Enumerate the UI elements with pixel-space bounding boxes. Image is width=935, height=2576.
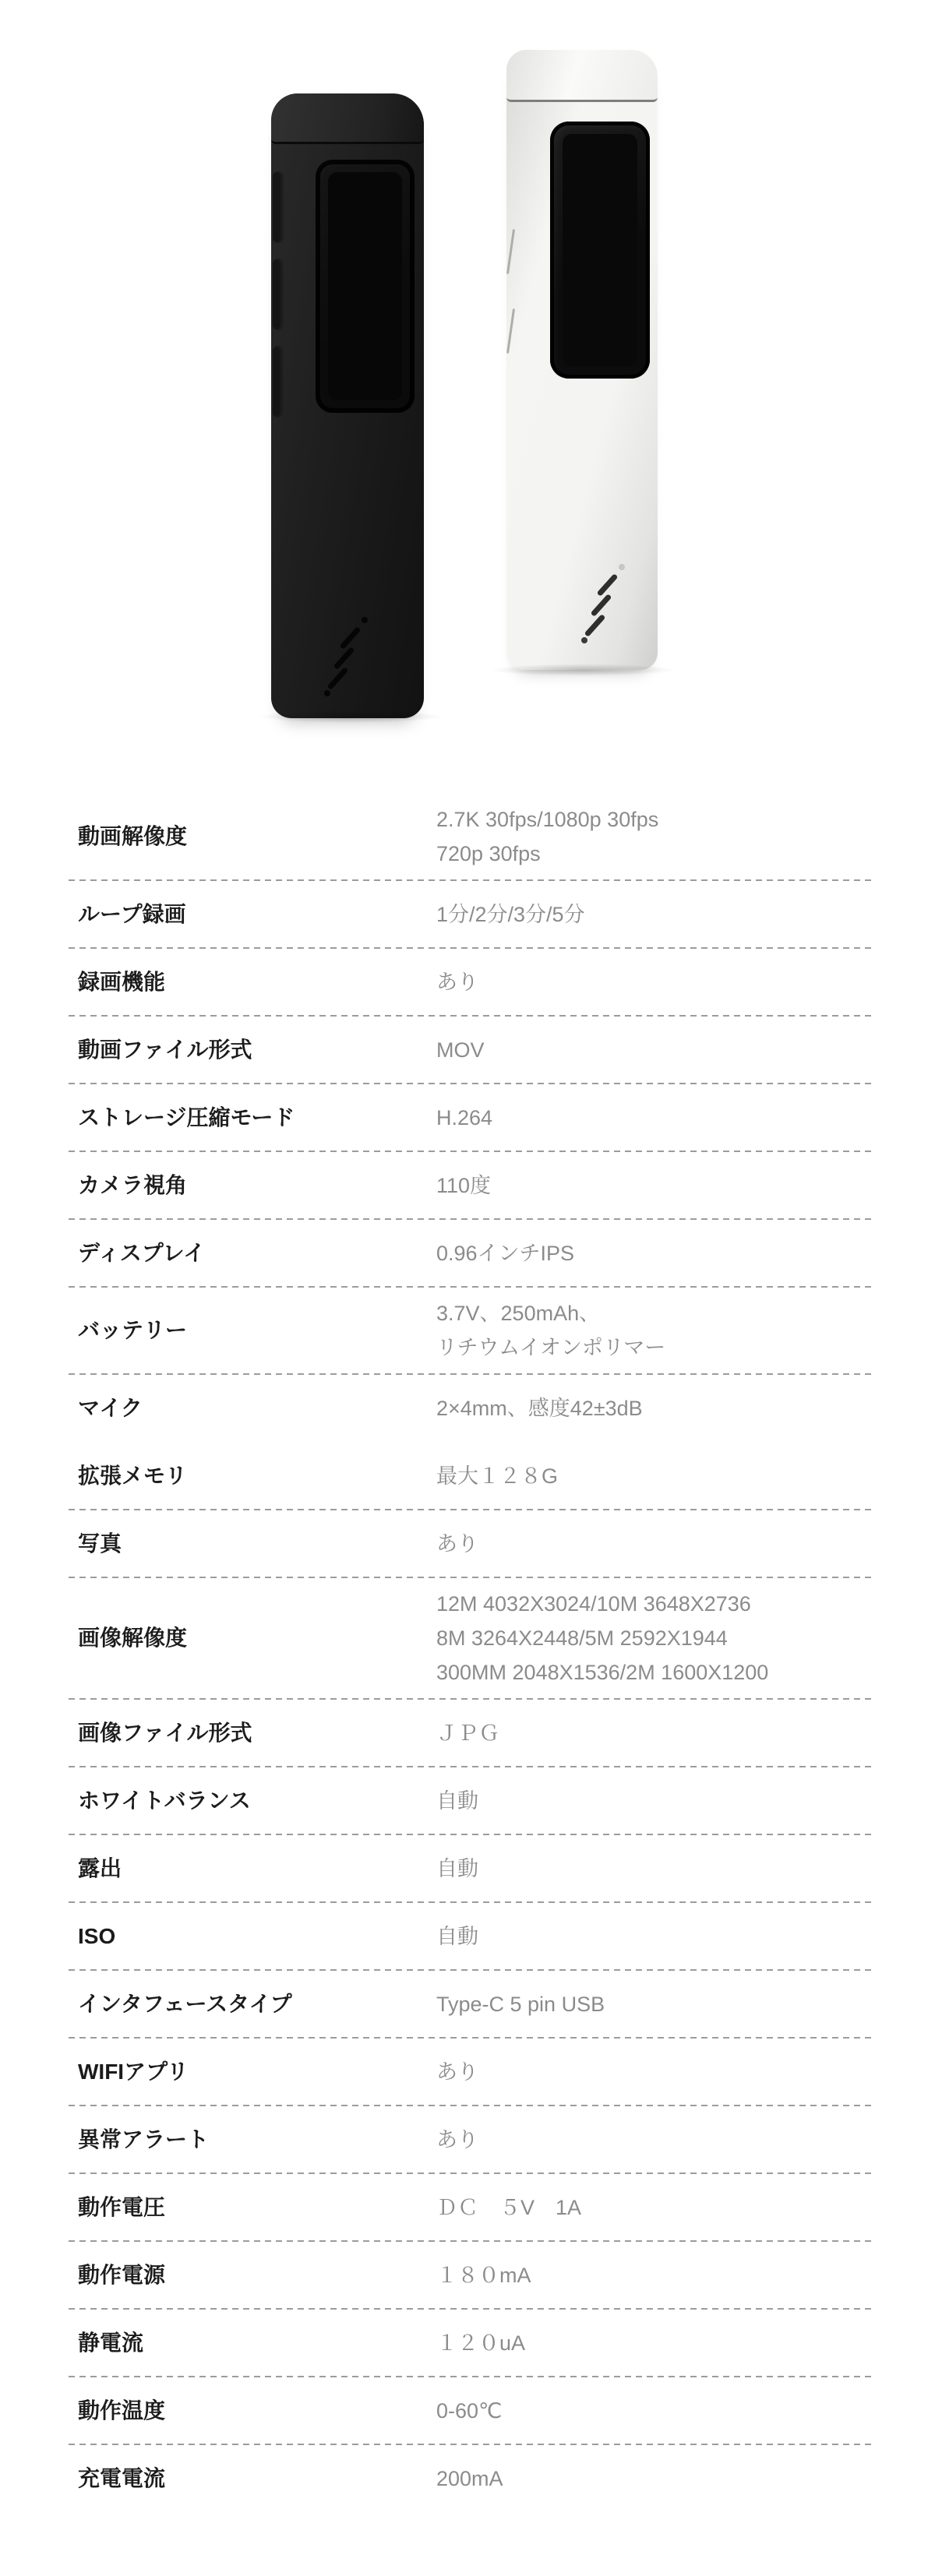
spec-value-line: ＤＣ ５V 1A	[436, 2195, 582, 2219]
spec-value	[436, 1987, 871, 2021]
spec-value-line: あり	[436, 2127, 478, 2151]
spec-value	[436, 1236, 871, 1270]
spec-value	[436, 1587, 871, 1690]
spec-label: 動画解像度	[78, 824, 188, 848]
spec-value	[436, 1168, 871, 1203]
vent-dot	[619, 564, 625, 570]
spec-value-line: 2.7K 30fps/1080p 30fps	[436, 808, 659, 831]
spec-value-line: あり	[436, 970, 478, 994]
spec-label: 録画機能	[78, 969, 166, 994]
spec-value-line: H.264	[436, 1105, 493, 1129]
white-device-vent-slits	[578, 562, 633, 648]
spec-value-line: 720p 30fps	[436, 842, 541, 865]
black-device-side-buttons	[273, 171, 284, 433]
spec-row	[69, 2241, 871, 2309]
spec-value-line: 8M 3264X2448/5M 2592X1944	[436, 1626, 728, 1650]
spec-value	[436, 2190, 871, 2225]
side-button	[273, 171, 284, 243]
spec-value-line: １２０uA	[436, 2331, 526, 2355]
spec-row	[69, 2173, 871, 2241]
vent-slit	[591, 594, 612, 617]
black-device	[271, 93, 424, 718]
white-device-screen-window	[563, 134, 637, 366]
spec-value	[436, 2394, 871, 2428]
spec-value	[436, 1101, 871, 1135]
spec-value-line: 自動	[436, 1788, 478, 1813]
spec-value	[436, 1784, 871, 1818]
spec-table	[69, 793, 871, 2512]
spec-value	[436, 2123, 871, 2157]
vent-slit	[333, 647, 355, 670]
spec-row	[69, 1219, 871, 1287]
spec-label: ループ録画	[78, 901, 186, 926]
spec-value	[436, 897, 871, 932]
spec-row	[69, 880, 871, 948]
vent-dot	[324, 690, 330, 696]
vent-dot	[362, 617, 368, 623]
white-device-screen	[550, 122, 650, 379]
spec-value	[436, 2258, 871, 2292]
spec-value-line: 3.7V、250mAh、	[436, 1302, 601, 1325]
spec-label: 異常アラート	[78, 2127, 210, 2151]
spec-row	[69, 2444, 871, 2512]
white-device-side-notches	[510, 229, 517, 388]
spec-label: 静電流	[78, 2330, 144, 2355]
spec-label: 拡張メモリ	[78, 1463, 188, 1488]
vent-slit	[340, 626, 362, 650]
spec-label: ISO	[78, 1923, 116, 1948]
spec-value-line: 2×4mm、感度42±3dB	[436, 1396, 643, 1420]
side-button	[273, 346, 284, 418]
spec-value-line: 300MM 2048X1536/2M 1600X1200	[436, 1661, 769, 1684]
spec-label: ストレージ圧縮モード	[78, 1105, 295, 1129]
spec-value-line: あり	[436, 1531, 478, 1556]
spec-value	[436, 2055, 871, 2089]
black-device-top-cap	[271, 93, 424, 144]
spec-value	[436, 2326, 871, 2360]
spec-value-line: １８０mA	[436, 2263, 531, 2287]
spec-row	[69, 1577, 871, 1699]
spec-row	[69, 1902, 871, 1970]
spec-value-line: Type-C 5 pin USB	[436, 1992, 605, 2016]
spec-label: 動作電圧	[78, 2194, 166, 2219]
spec-value-line: 最大１２８G	[436, 1464, 559, 1488]
side-button	[273, 259, 284, 330]
spec-value-line: 0-60℃	[436, 2398, 503, 2423]
spec-label: WIFIアプリ	[78, 2059, 189, 2084]
vent-slit	[597, 573, 619, 597]
spec-value	[436, 1459, 871, 1493]
spec-row	[69, 948, 871, 1016]
spec-value-line: MOV	[436, 1038, 485, 1062]
vent-slit	[327, 667, 349, 690]
spec-label: 動作温度	[78, 2398, 166, 2423]
spec-value	[436, 1391, 871, 1425]
vent-dot	[581, 637, 587, 643]
spec-label: ディスプレイ	[78, 1240, 206, 1265]
product-photo	[0, 0, 935, 793]
spec-row	[69, 1970, 871, 2038]
black-device-screen-window	[328, 172, 402, 400]
spec-value-line: 1分/2分/3分/5分	[436, 902, 585, 926]
spec-label: バッテリー	[78, 1318, 188, 1342]
white-device	[506, 50, 658, 670]
spec-value	[436, 1852, 871, 1886]
side-notch	[506, 229, 515, 274]
spec-value-line: ＪＰＧ	[436, 1721, 499, 1745]
spec-row	[69, 1287, 871, 1374]
spec-label: 画像解像度	[78, 1626, 188, 1650]
spec-row	[69, 1151, 871, 1219]
spec-value	[436, 1716, 871, 1750]
spec-value-line: 0.96インチIPS	[436, 1241, 575, 1265]
device-shadow	[257, 710, 444, 723]
spec-row	[69, 1699, 871, 1767]
spec-value	[436, 802, 871, 871]
spec-value	[436, 1527, 871, 1561]
spec-row	[69, 2377, 871, 2444]
spec-value-line: あり	[436, 2060, 478, 2084]
spec-value-line: 200mA	[436, 2466, 503, 2490]
spec-label: カメラ視角	[78, 1172, 188, 1197]
spec-row	[69, 2309, 871, 2377]
spec-label: 動作電源	[78, 2262, 166, 2287]
side-notch	[506, 308, 515, 354]
spec-row	[69, 1767, 871, 1834]
spec-label: ホワイトバランス	[78, 1788, 251, 1813]
spec-value	[436, 1296, 871, 1365]
spec-value-line: リチウムイオンポリマー	[436, 1336, 666, 1359]
spec-row	[69, 1374, 871, 1442]
black-device-vent-slits	[321, 615, 376, 701]
spec-label: 充電電流	[78, 2465, 166, 2490]
spec-row	[69, 2106, 871, 2173]
spec-value	[436, 1033, 871, 1067]
black-device-screen	[316, 160, 415, 413]
device-shadow	[489, 664, 676, 676]
spec-row	[69, 1442, 871, 1510]
spec-label: 画像ファイル形式	[78, 1720, 252, 1745]
spec-value-line: 自動	[436, 1856, 478, 1880]
spec-value-line: 110度	[436, 1173, 492, 1197]
spec-row	[69, 1834, 871, 1902]
spec-row	[69, 2038, 871, 2106]
vent-slit	[584, 614, 606, 637]
spec-row	[69, 1084, 871, 1151]
white-device-top-cap	[506, 50, 658, 102]
spec-row	[69, 1510, 871, 1577]
spec-row	[69, 793, 871, 880]
spec-label: インタフェースタイプ	[78, 1991, 292, 2016]
spec-label: 動画ファイル形式	[78, 1037, 252, 1062]
spec-label: マイク	[78, 1395, 143, 1420]
spec-value	[436, 2461, 871, 2496]
spec-value-line: 自動	[436, 1924, 478, 1948]
spec-row	[69, 1016, 871, 1084]
spec-label: 写真	[78, 1531, 122, 1556]
spec-value	[436, 1919, 871, 1954]
spec-value-line: 12M 4032X3024/10M 3648X2736	[436, 1592, 751, 1616]
spec-value	[436, 965, 871, 999]
spec-label: 露出	[78, 1855, 122, 1880]
